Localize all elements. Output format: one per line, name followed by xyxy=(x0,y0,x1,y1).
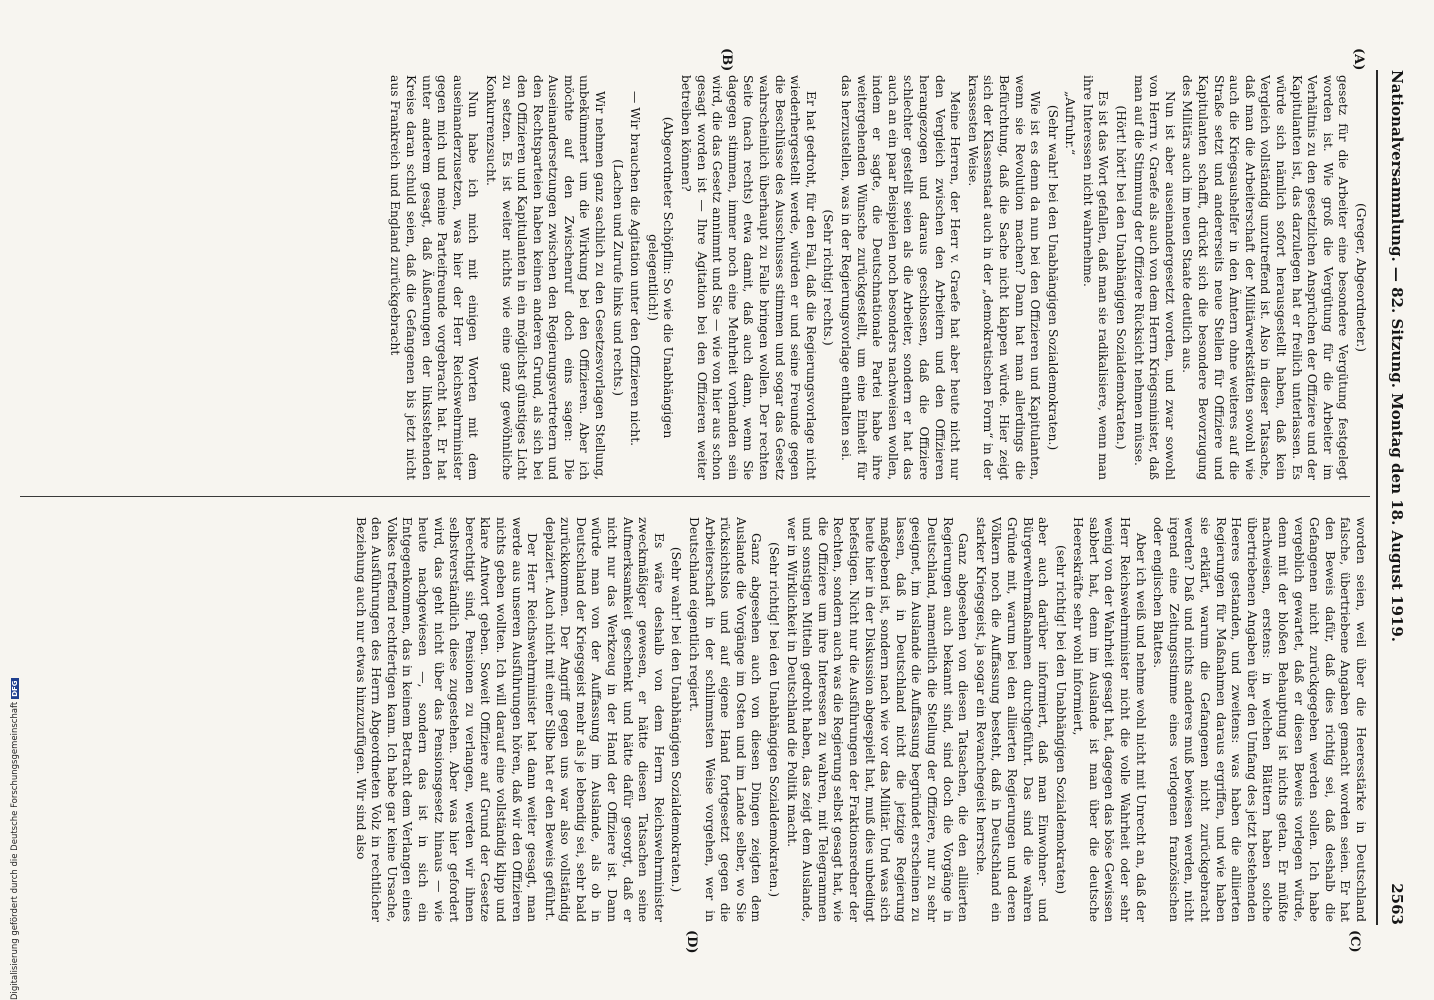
interjection: (Abgeordneter Schöpflin: So wie die Unabhängigen gelegentlich!) xyxy=(645,116,676,439)
text-column-right xyxy=(23,517,1368,922)
interjection: (sehr richtig! bei den Unabhängigen Sozialdemokraten) xyxy=(1053,544,1068,895)
paragraph: Er hat gedroht, für den Fall, daß die Regierungsvorlage nicht wiederhergestellt werde, würden er und seine Freunde gegen die Beschlüsse des Ausschusses stimmen und sogar das Gesetz wahrscheinlich überhaupt zu Falle bringen wollen. Der rechten Seite (nach rechts) etwa damit, daß auch dann, wenn Sie dagegen stimmen, immer noch eine Mehrheit vorhanden sein wird, die das Gesetz annimmt und Sie — wie von hier aus schon gesagt worden ist — Ihre Agitation bei den Offizieren weiter betreiben können? xyxy=(679,75,818,480)
header-rule xyxy=(1376,70,1378,925)
interjection: (Hört! hört! bei den Unabhängigen Sozialdemokraten.) xyxy=(1114,105,1129,450)
paragraph: Aber ich weiß und nehme wohl nicht mit Unrecht an, daß der Herr Reichswehrminister nicht die volle Wahrheit oder sehr wenig von der Wahrheit gesagt hat, dagegen das böse Gewissen sabbert hat, denn im Auslande ist man über die deutsche Heereskräfte sehr wohl informiert, xyxy=(1071,517,1148,922)
text-column-left xyxy=(23,75,1368,480)
header-session-title: Nationalversammlung. — 82. Sitzung. Montag den 18. August 1919. xyxy=(1388,70,1406,643)
margin-mark-d: (D) xyxy=(684,930,699,954)
paragraph: „Aufruhr.“ xyxy=(1063,91,1078,156)
paragraph: Nun ist aber auseinandergesetzt worden, und zwar sowohl von Herrn v. Graefe als auch von dem Herrn Kriegsminister, daß man auf die Stimmung der Offiziere Rücksicht nehmen müsse. xyxy=(1131,75,1177,480)
paragraph: Wir nehmen ganz sachlich zu den Gesetzesvorlagen Stellung, unbekümmert um die Wirkung bei den Offizieren. Aber ich möchte auf den Zwischenruf doch eins sagen: Die Auseinandersetzungen zwischen den Regierungsvertretern und den Rechtsparteien haben keinen anderen Grund, als sich bei den Offizieren und Kapitulanten in ein möglichst günstiges Licht zu setzen. Es ist weiter nichts wie eine ganz gewöhnliche Konkurrenzsucht. xyxy=(483,75,608,480)
header-page-number: 2563 xyxy=(1388,883,1406,925)
paragraph: Ganz abgesehen von diesen Tatsachen, die den alliierten Regierungen auch bekannt sind, sind doch die Vorgänge in Deutschland, namentlich die Stellung der Offiziere, nur zu sehr geeignet, im Auslande die Auffassung begründet erscheinen zu lassen, daß in Deutschland nicht die jetzige Regierung maßgebend ist, sondern nach wie vor das Militär. Und was sich heute hier in der Diskussion abgespielt hat, muß dies unbedingt befestigen. Nicht nur die Ausführungen der Fraktionsredner der Rechten, sondern auch was die Regierung selbst gesagt hat, wie die Offiziere um ihre Interessen zu wahren, mit Telegrammen und sonstigen Mitteln gedroht haben, das zeigt dem Auslande, wer in Wirklichkeit in Deutschland die Politik macht. xyxy=(784,517,971,922)
paragraph: — Wir brauchen die Agitation unter den Offizieren nicht. xyxy=(628,91,643,447)
dfg-logo: DFG xyxy=(11,680,19,697)
digitization-credit xyxy=(2,678,21,1000)
interjection: (Lachen und Zurufe links und rechts.) xyxy=(610,159,625,396)
paragraph: Ganz abgesehen auch von diesen Dingen zeigten dem Auslande die Vorgänge im Osten und im Lande selber, wo Sie rücksichtslos und auf eigene Hand fortgesetzt gegen die Arbeiterschaft in der schlimmsten Weise vorgehen, wer in Deutschland eigentlich regiert. xyxy=(687,517,764,922)
paragraph: Es ist das Wort gefallen, daß man sie radikalisiere, wenn man ihre Interessen nicht wahrnehme. xyxy=(1080,75,1111,480)
speaker-attribution: (Greger, Abgeordneter.) xyxy=(1354,203,1368,352)
paragraph: Der Herr Reichswehrminister hat dann weiter gesagt, man werde aus unseren Ausführungen hören, daß wir den Offizieren nichts geben wollten. Ich will darauf eine vollständig klipp und klare Antwort geben. Soweit Offiziere auf Grund der Gesetze berechtigt sind, Pensionen zu verlangen, werden wir ihnen selbstverständlich diese zugestehen. Aber was hier gefordert wird, das geht nicht über das Pensionsgesetz hinaus — wie heute nachgewiesen —, sondern das ist in sich ein Entgegenkommen, das in keinem Betracht dem Verlangen eines Volkes treffend rechtfertigen kann. Ich habe gar keine Ursache, den Ausführungen des Herrn Abgeordneten Volz in rechtlicher Beziehung auch nur etwas hinzuzufügen. Wir sind also xyxy=(353,517,540,922)
margin-mark-c: (C) xyxy=(1347,930,1362,953)
interjection: (Sehr wahr! bei den Unabhängigen Sozialdemokraten.) xyxy=(1045,104,1060,451)
margin-mark-b: (B) xyxy=(719,48,734,72)
paragraph: Es wäre deshalb von dem Herrn Reichswehrminister zweckmäßiger gewesen, er hätte diesen Tatsachen seine Aufmerksamkeit geschenkt und hätte dafür gesorgt, daß er nicht nur das Werkzeug in der Hand der Offiziere ist. Dann würde man von der Auffassung im Auslande, als ob in Deutschland der Kriegsgeist mehr als je lebendig sei, sehr bald zurückkommen. Der Angriff gegen uns war also vollständig deplaziert. Auch nicht mit einer Silbe hat er den Beweis geführt. xyxy=(542,517,666,922)
interjection: (Sehr richtig! bei den Unabhängigen Sozialdemokraten.) xyxy=(767,541,782,898)
interjection: (Sehr wahr! bei den Unabhängigen Sozialdemokraten.) xyxy=(669,546,684,893)
paragraph: Nun habe ich mich mit einigen Worten mit dem auseinanderzusetzen, was hier der Herr Reichswehrminister gegen mich und meine Parteifreunde vorgebracht hat. Er hat unter anderem gesagt, daß Äußerungen der linksstehenden Kreise daran schuld seien, daß die Gefangenen bis jetzt nicht aus Frankreich und England zurückgebracht xyxy=(388,75,481,480)
paragraph: worden seien, weil über die Heeresstärke in Deutschland falsche, übertriebene Angaben gemacht worden seien. Er hat den Beweis dafür, daß dies richtig sei, daß deshalb die Gefangenen nicht zurückgegeben werden sollen. Ich habe vergeblich gewartet, daß er diesen Beweis vorlegen würde, denn mit der bloßen Behauptung ist nichts getan. Er müßte nachweisen, erstens: in welchen Blättern haben solche übertriebenen Angaben über den Umfang des jetzt bestehenden Heeres gestanden, und zweitens: was haben die alliierten Regierungen für Maßnahmen daraus ergriffen, und wie haben sie erklärt, warum die Gefangenen nicht zurückgebracht werden? Daß und nichts anderes muß bewiesen werden, nicht irgend eine Zeitungsstimme eines verlogenen französischen oder englischen Blattes. xyxy=(1151,517,1368,922)
interjection: (Sehr richtig! rechts.) xyxy=(821,209,836,346)
column-divider xyxy=(20,496,1370,497)
credit-text: Digitalisierung gefördert durch die Deutsche Forschungsgemeinschaft xyxy=(10,701,20,1000)
margin-mark-a: (A) xyxy=(1351,48,1366,71)
paragraph: Wie ist es denn da nun bei den Offizieren und Kapitulanten, wenn sie Revolution machen? Dann hat man allerdings die Befürchtung, daß die Sache nicht klappen würde. Hier zeigt sich der Klassenstaat auch in der „demokratischen Form“ in der krassesten Weise. xyxy=(965,75,1043,480)
page-header xyxy=(1382,70,1412,925)
paragraph: Meine Herren, der Herr v. Graefe hat aber heute nicht nur den Vergleich zwischen den Arbeitern und den Offizieren herangezogen und daraus geschlossen, daß die Offiziere schlechter gestellt seien als die Arbeiter, sondern er hat das auch an ein paar Beispielen noch besonders nachweisen wollen, indem er sagte, die Deutschnationale Partei habe ihre weitergehenden Wünsche zurückgestellt, um eine Einheit für das herzustellen, was in der Regierungsvorlage enthalten sei. xyxy=(839,75,963,480)
paragraph: gesetz für die Arbeiter eine besondere Vergütung festgelegt worden ist. Wie groß die Vergütung für die Arbeiter im Verhältnis zu den gesetzlichen Ansprüchen der Offiziere und der Kapitulanten ist, das darzulegen hat er freilich unterlassen. Es würde sich nämlich sofort herausgestellt haben, daß kein Vergleich vollständig unzutreffend ist. Also in dieser Tatsache, daß man die Arbeiterschaft der Militärwerkstätten sowohl wie auch die Kriegsaushelfer in den Ämtern ohne weiteres auf die Straße setzt und andererseits neue Stellen für Offiziere und Kapitulanten schafft, drückt sich die besondere Bevorzugung des Militärs auch im neuen Staate deutlich aus. xyxy=(1180,75,1351,480)
paragraph: aber auch darüber informiert, daß man Einwohner- und Bürgerwehrmaßnahmen durchgeführt. Das sind die wahren Gründe mit, warum bei den alliierten Regierungen und deren Völkern noch die Auffassung besteht, daß in Deutschland ein starker Kriegsgeist, ja sogar ein Revanchegeist herrsche. xyxy=(973,517,1051,922)
